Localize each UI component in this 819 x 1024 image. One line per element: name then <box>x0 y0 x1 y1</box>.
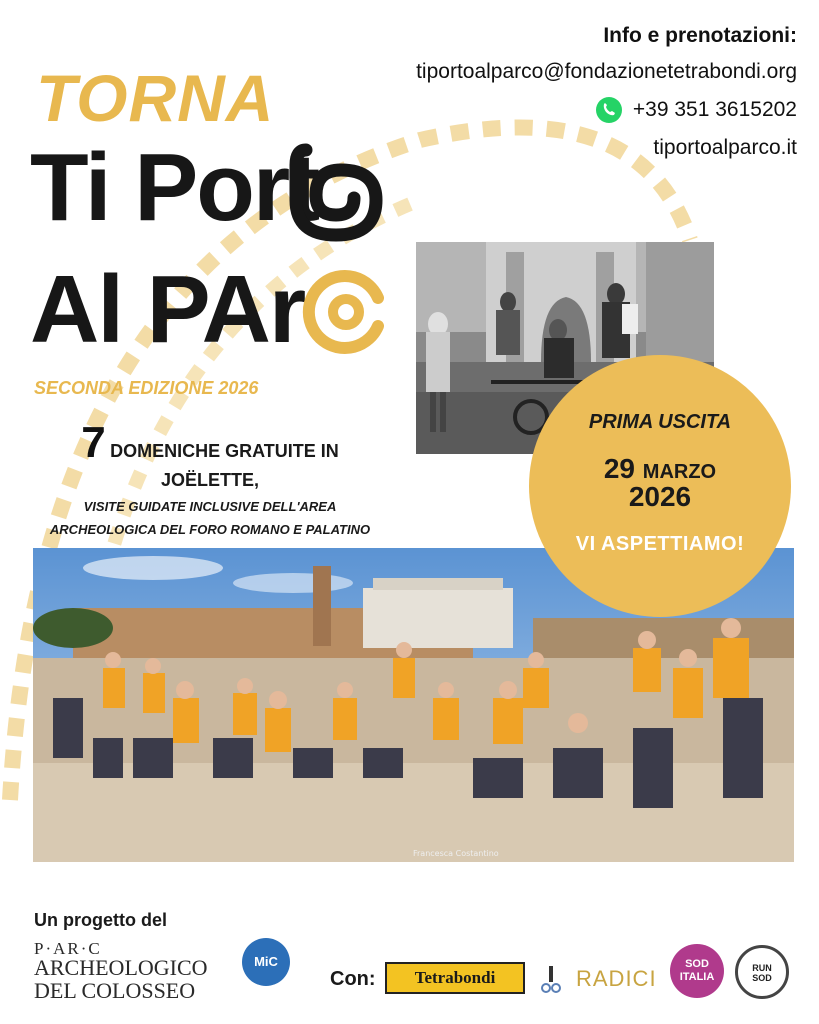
run-for-sod-logo <box>735 945 789 999</box>
info-contacts <box>416 24 797 160</box>
con-label: Con: <box>330 968 376 990</box>
run-logo-line2: SOD <box>752 972 772 983</box>
badge-year: 2026 <box>628 481 692 512</box>
sod-logo-line1: SOD <box>685 958 709 970</box>
run-logo-line1: RUN <box>752 963 772 973</box>
parco-colosseo-logo <box>34 940 208 1002</box>
badge-month: MARZO <box>642 461 717 483</box>
badge-date <box>529 455 791 483</box>
sod-logo-line2: ITALIA <box>679 971 715 984</box>
sundays-count: 7 <box>81 418 106 467</box>
badge-first-label: PRIMA USCITA <box>588 411 732 433</box>
website-link[interactable]: tiportoalparco.it <box>653 136 797 159</box>
email-link[interactable]: tiportoalparco@fondazionetetrabondi.org <box>416 60 797 83</box>
sundays-line2: JOËLETTE, <box>160 470 259 490</box>
parco-logo-line1: P·AR·C <box>34 939 102 958</box>
sundays-description <box>30 418 390 537</box>
tetrabondi-logo: Tetrabondi <box>385 962 525 994</box>
whatsapp-icon <box>595 96 623 124</box>
phone-number: +39 351 3615202 <box>632 98 797 121</box>
badge-wait-label: VI ASPETTIAMO! <box>575 533 745 555</box>
sundays-line3: VISITE GUIDATE INCLUSIVE DELL'AREA <box>83 499 337 514</box>
logo-spiral-o-icon <box>286 140 386 250</box>
parco-logo-line2: ARCHEOLOGICO <box>34 955 208 981</box>
sundays-line4: ARCHEOLOGICA DEL FORO ROMANO E PALATINO <box>49 522 371 537</box>
sundays-line1: DOMENICHE GRATUITE IN <box>110 441 339 461</box>
logo-concentric-c-icon <box>302 268 390 356</box>
mic-logo: MiC <box>242 938 290 986</box>
info-title: Info e prenotazioni: <box>603 24 797 47</box>
edition-label: SECONDA EDIZIONE 2026 <box>34 378 259 398</box>
radici-logo: RADICI <box>576 966 657 991</box>
logo-title-line2: Al PAr <box>30 256 305 363</box>
parco-logo-line3: DEL COLOSSEO <box>34 977 196 1003</box>
first-outing-badge <box>529 355 791 617</box>
sod-italia-logo <box>670 944 724 998</box>
svg-text:Francesca Costantino: Francesca Costantino <box>413 849 499 858</box>
project-label: Un progetto del <box>34 910 167 930</box>
torna-heading: TORNA <box>36 61 275 135</box>
logo-title-line1: Ti Port <box>30 134 319 241</box>
phone-row[interactable] <box>416 96 797 124</box>
radici-tree-icon <box>540 964 562 994</box>
badge-day: 29 <box>603 453 636 484</box>
